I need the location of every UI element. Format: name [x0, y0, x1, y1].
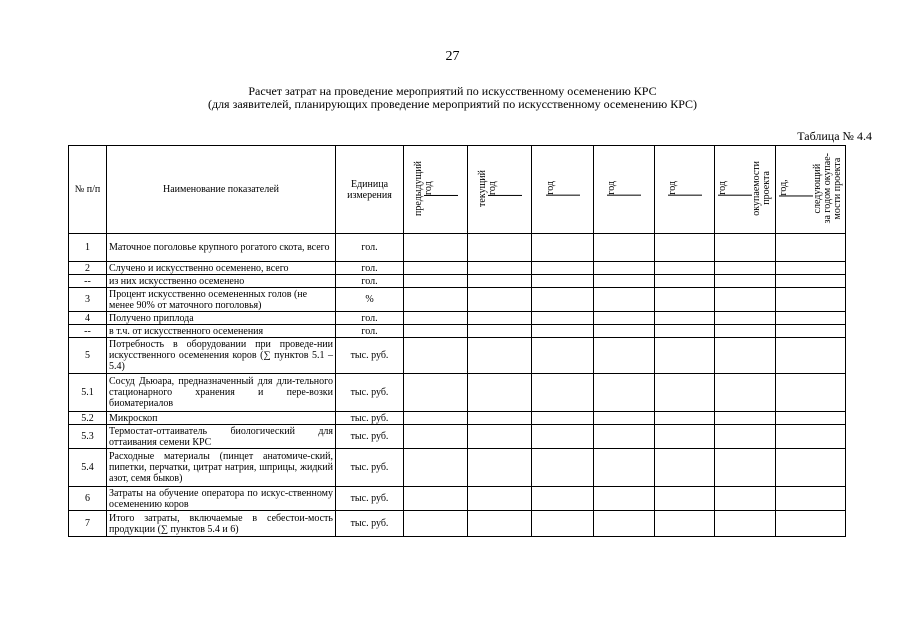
table-row: [69, 449, 846, 487]
value-cell: [776, 275, 846, 288]
table-row: [69, 312, 846, 325]
value-cell: [776, 487, 846, 511]
value-cell: [715, 425, 776, 449]
row-unit: гол.: [336, 234, 404, 262]
value-cell: [715, 412, 776, 425]
value-cell: [776, 374, 846, 412]
value-cell: [594, 234, 655, 262]
row-indicator: Случено и искусственно осеменено, всего: [107, 262, 336, 275]
value-cell: [468, 338, 532, 374]
value-cell: [594, 262, 655, 275]
row-unit: тыс. руб.: [336, 374, 404, 412]
title-line-1: Расчет затрат на проведение мероприятий по искусственному осеменению КРС: [248, 84, 657, 98]
table-row: [69, 412, 846, 425]
value-cell: [468, 325, 532, 338]
row-unit: тыс. руб.: [336, 487, 404, 511]
row-number: 1: [69, 234, 107, 262]
value-cell: [594, 374, 655, 412]
row-indicator: Потребность в оборудовании при проведе-нии искусственного осеменения коров (∑ пунктов 5.1 –5.4): [107, 338, 336, 374]
value-cell: [715, 374, 776, 412]
value-cell: [594, 412, 655, 425]
row-indicator: Сосуд Дьюара, предназначенный для дли-тельного стационарного хранения и пере-возки биоматериалов: [107, 374, 336, 412]
header-name: Наименование показателей: [107, 146, 336, 234]
value-cell: [532, 262, 594, 275]
value-cell: [655, 275, 715, 288]
row-number: 6: [69, 487, 107, 511]
value-cell: [715, 449, 776, 487]
header-next-after: за годом окупае-: [821, 152, 833, 224]
row-unit: гол.: [336, 312, 404, 325]
value-cell: [715, 338, 776, 374]
value-cell: [776, 338, 846, 374]
value-cell: [532, 288, 594, 312]
value-cell: [655, 338, 715, 374]
value-cell: [655, 312, 715, 325]
value-cell: [404, 288, 468, 312]
row-unit: тыс. руб.: [336, 338, 404, 374]
value-cell: [715, 487, 776, 511]
value-cell: [594, 325, 655, 338]
table-body: [69, 234, 846, 537]
row-unit: тыс. руб.: [336, 412, 404, 425]
value-cell: [404, 325, 468, 338]
row-number: 2: [69, 262, 107, 275]
row-number: --: [69, 275, 107, 288]
row-number: 5.4: [69, 449, 107, 487]
row-number: 5.1: [69, 374, 107, 412]
value-cell: [468, 412, 532, 425]
value-cell: [532, 412, 594, 425]
row-indicator: Расходные материалы (пинцет анатомиче-ский, пипетки, перчатки, цитрат натрия, шприцы, жидкий азот, семя быков): [107, 449, 336, 487]
value-cell: [655, 425, 715, 449]
value-cell: [404, 312, 468, 325]
value-cell: [594, 312, 655, 325]
table-header-row: [69, 146, 846, 234]
table-row: [69, 234, 846, 262]
value-cell: [532, 275, 594, 288]
value-cell: [468, 275, 532, 288]
header-prev-year-word: год: [422, 180, 434, 195]
value-cell: [468, 262, 532, 275]
value-cell: [655, 412, 715, 425]
value-cell: [468, 288, 532, 312]
value-cell: [532, 511, 594, 537]
value-cell: [715, 325, 776, 338]
table-row: [69, 338, 846, 374]
value-cell: [776, 234, 846, 262]
value-cell: [594, 449, 655, 487]
value-cell: [532, 487, 594, 511]
header-cur-year: [468, 146, 532, 234]
value-cell: [404, 275, 468, 288]
value-cell: [404, 374, 468, 412]
value-cell: [776, 262, 846, 275]
row-number: 4: [69, 312, 107, 325]
value-cell: [404, 511, 468, 537]
row-indicator: Термостат-оттаиватель биологический для оттаивания семени КРС: [107, 425, 336, 449]
table-row: [69, 288, 846, 312]
value-cell: [404, 234, 468, 262]
value-cell: [532, 374, 594, 412]
value-cell: [532, 425, 594, 449]
value-cell: [468, 312, 532, 325]
document-title: [0, 85, 905, 111]
header-cur-year-label: текущий: [476, 169, 488, 207]
value-cell: [468, 449, 532, 487]
value-cell: [594, 288, 655, 312]
page-number: 27: [445, 49, 460, 64]
value-cell: [532, 325, 594, 338]
value-cell: [715, 234, 776, 262]
header-next-label: следующий: [811, 163, 823, 213]
table-row: [69, 487, 846, 511]
header-year-1-word: год: [544, 180, 556, 195]
value-cell: [404, 487, 468, 511]
value-cell: [655, 374, 715, 412]
value-cell: [715, 511, 776, 537]
row-number: 5: [69, 338, 107, 374]
header-year-1: [532, 146, 594, 234]
header-next-year: [776, 146, 846, 234]
header-payback-year: [715, 146, 776, 234]
row-indicator: из них искусственно осеменено: [107, 275, 336, 288]
value-cell: [776, 312, 846, 325]
row-number: --: [69, 325, 107, 338]
value-cell: [715, 275, 776, 288]
value-cell: [776, 425, 846, 449]
value-cell: [655, 262, 715, 275]
table-row: [69, 425, 846, 449]
table-row: [69, 275, 846, 288]
value-cell: [468, 487, 532, 511]
value-cell: [715, 312, 776, 325]
value-cell: [468, 425, 532, 449]
value-cell: [655, 288, 715, 312]
value-cell: [532, 312, 594, 325]
header-unit: Единица измерения: [336, 146, 404, 234]
row-unit: гол.: [336, 262, 404, 275]
row-indicator: Процент искусственно осемененных голов (не менее 90% от маточного поголовья): [107, 288, 336, 312]
value-cell: [594, 275, 655, 288]
value-cell: [655, 511, 715, 537]
row-number: 7: [69, 511, 107, 537]
header-cur-year-word: год: [486, 180, 498, 195]
value-cell: [776, 288, 846, 312]
value-cell: [776, 511, 846, 537]
header-next-project: мости проекта: [831, 157, 843, 219]
table-row: [69, 511, 846, 537]
table-number: Таблица № 4.4: [797, 129, 872, 143]
header-next-word: год,: [777, 179, 789, 196]
value-cell: [655, 234, 715, 262]
value-cell: [468, 374, 532, 412]
row-unit: гол.: [336, 325, 404, 338]
value-cell: [715, 262, 776, 275]
value-cell: [532, 449, 594, 487]
row-indicator: Микроскоп: [107, 412, 336, 425]
value-cell: [655, 325, 715, 338]
row-unit: тыс. руб.: [336, 511, 404, 537]
title-line-2: (для заявителей, планирующих проведение мероприятий по искусственному осеменению КРС): [207, 97, 698, 111]
header-payback-word: год: [717, 180, 728, 195]
row-indicator: в т.ч. от искусственного осеменения: [107, 325, 336, 338]
value-cell: [594, 425, 655, 449]
table-row: [69, 325, 846, 338]
value-cell: [404, 412, 468, 425]
header-prev-year: [404, 146, 468, 234]
header-payback-label: окупаемости: [751, 160, 762, 216]
value-cell: [404, 425, 468, 449]
value-cell: [404, 449, 468, 487]
row-number: 5.2: [69, 412, 107, 425]
value-cell: [532, 234, 594, 262]
row-unit: %: [336, 288, 404, 312]
table-row: [69, 374, 846, 412]
cost-table: [68, 145, 846, 537]
row-unit: гол.: [336, 275, 404, 288]
row-indicator: Итого затраты, включаемые в себестои-мость продукции (∑ пунктов 5.4 и 6): [107, 511, 336, 537]
value-cell: [404, 338, 468, 374]
header-year-2: [594, 146, 655, 234]
value-cell: [594, 487, 655, 511]
header-year-2-word: год: [606, 180, 617, 195]
header-payback-project: проекта: [761, 171, 772, 205]
header-year-3-word: год: [666, 180, 678, 195]
row-number: 5.3: [69, 425, 107, 449]
value-cell: [532, 338, 594, 374]
value-cell: [655, 487, 715, 511]
row-indicator: Затраты на обучение оператора по искус-ственному осеменению коров: [107, 487, 336, 511]
value-cell: [404, 262, 468, 275]
value-cell: [468, 234, 532, 262]
value-cell: [776, 325, 846, 338]
value-cell: [655, 449, 715, 487]
header-num: № п/п: [69, 146, 107, 234]
header-prev-year-label: предыдущий: [412, 160, 424, 216]
value-cell: [715, 288, 776, 312]
value-cell: [776, 449, 846, 487]
row-indicator: Маточное поголовье крупного рогатого скота, всего: [107, 234, 336, 262]
value-cell: [468, 511, 532, 537]
header-year-3: [655, 146, 715, 234]
row-unit: тыс. руб.: [336, 449, 404, 487]
value-cell: [776, 412, 846, 425]
value-cell: [594, 338, 655, 374]
row-number: 3: [69, 288, 107, 312]
value-cell: [594, 511, 655, 537]
table-row: [69, 262, 846, 275]
row-unit: тыс. руб.: [336, 425, 404, 449]
row-indicator: Получено приплода: [107, 312, 336, 325]
